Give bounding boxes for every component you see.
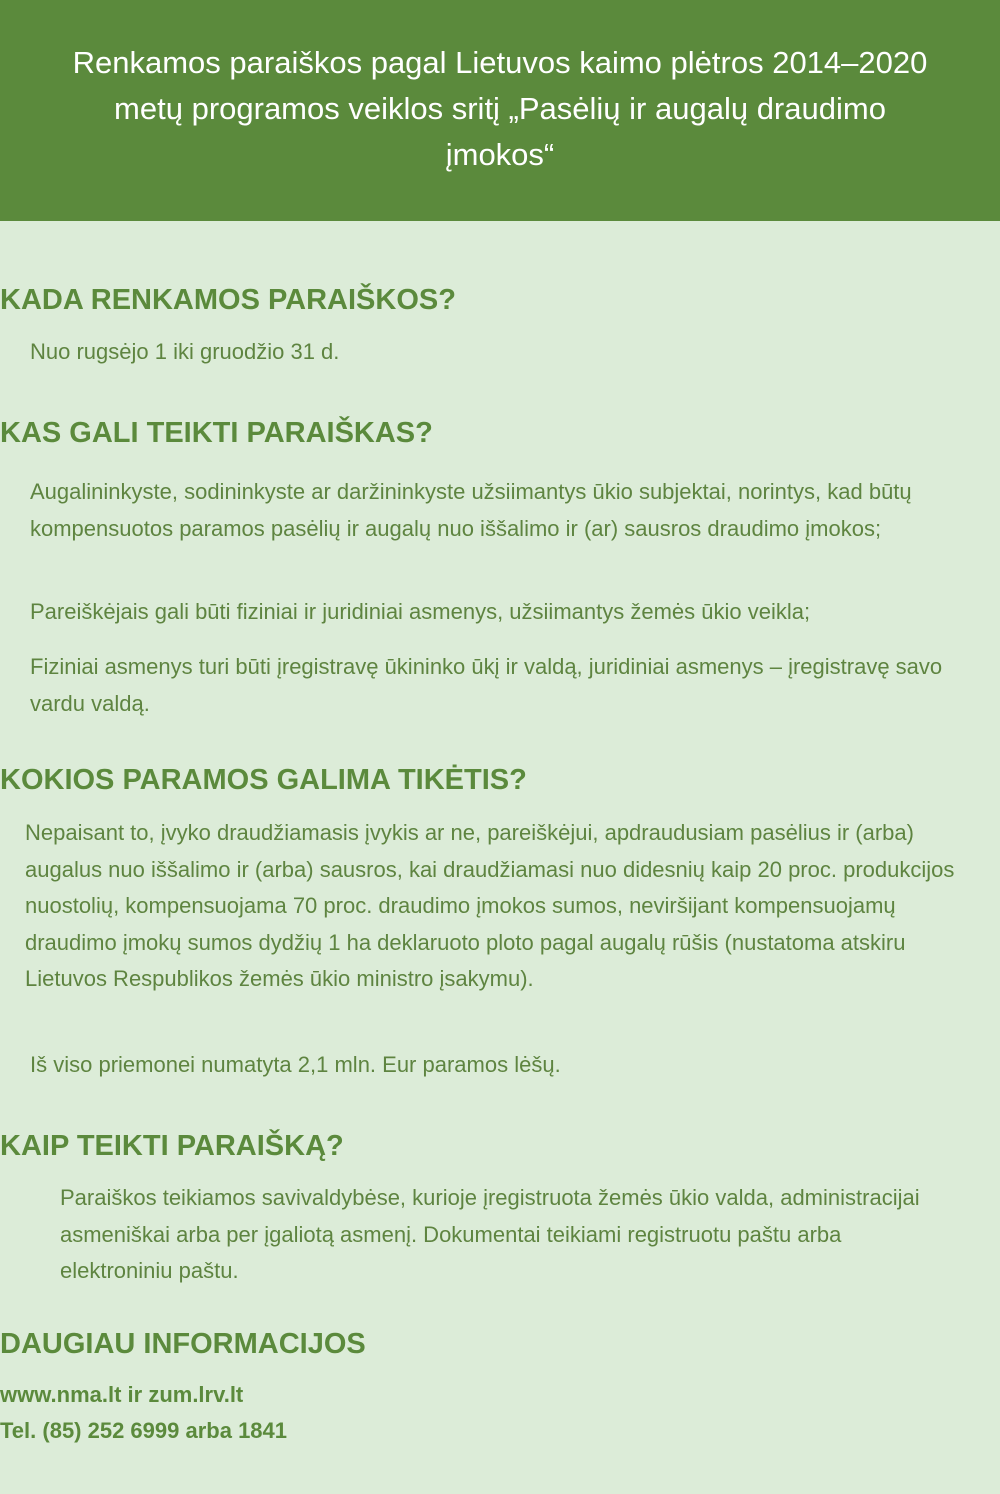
phone-number[interactable]: Tel. (85) 252 6999 arba 1841 [0, 1418, 288, 1443]
text-when: Nuo rugsėjo 1 iki gruodžio 31 d. [30, 339, 340, 364]
heading-support: KOKIOS PARAMOS GALIMA TIKĖTIS? [0, 764, 527, 796]
website-link[interactable]: www.nma.lt ir zum.lrv.lt [0, 1382, 244, 1407]
text-how: Paraiškos teikiamos savivaldybėse, kurioje įregistruota žemės ūkio valda, administracijai asmeniškai arba per įgaliotą asmenį. Dokumentai teikiami registruotu paštu arba elektroniniu paštu. [60, 1185, 920, 1283]
heading-when: KADA RENKAMOS PARAIŠKOS? [0, 284, 456, 316]
heading-how: KAIP TEIKTI PARAIŠKĄ? [0, 1130, 344, 1162]
text-support-1: Nepaisant to, įvyko draudžiamasis įvykis ar ne, pareiškėjui, apdraudusiam pasėlius ir (arba) augalus nuo iššalimo ir (arba) sausros, kai draudžiamasi nuo didesnių kaip 20 proc. produkcijos nuostolių, kompensuojama 70 proc. draudimo įmokos sumos, neviršijant kompensuojamų draudimo įmokų sumos dydžių 1 ha deklaruoto ploto pagal augalų rūšis (nustatoma atskiru Lietuvos Respublikos žemės ūkio ministro įsakymu). [25, 820, 955, 991]
header-banner [0, 0, 1000, 221]
text-who-3: Fiziniai asmenys turi būti įregistravę ūkininko ūkį ir valdą, juridiniai asmenys – įregistravę savo vardu valdą. [30, 654, 943, 716]
heading-who: KAS GALI TEIKTI PARAIŠKAS? [0, 417, 433, 449]
heading-info: DAUGIAU INFORMACIJOS [0, 1328, 366, 1360]
text-who-1: Augalininkyste, sodininkyste ar daržininkyste užsiimantys ūkio subjektai, norintys, kad būtų kompensuotos paramos pasėlių ir augalų nuo iššalimo ir (ar) sausros draudimo įmokos; [30, 479, 912, 541]
text-who-2: Pareiškėjais gali būti fiziniai ir juridiniai asmenys, užsiimantys žemės ūkio veikla; [30, 599, 811, 624]
page-title: Renkamos paraiškos pagal Lietuvos kaimo plėtros 2014–2020 metų programos veiklos sritį „Pasėlių ir augalų draudimo įmokos“ [72, 44, 928, 172]
text-support-2: Iš viso priemonei numatyta 2,1 mln. Eur paramos lėšų. [30, 1052, 561, 1077]
